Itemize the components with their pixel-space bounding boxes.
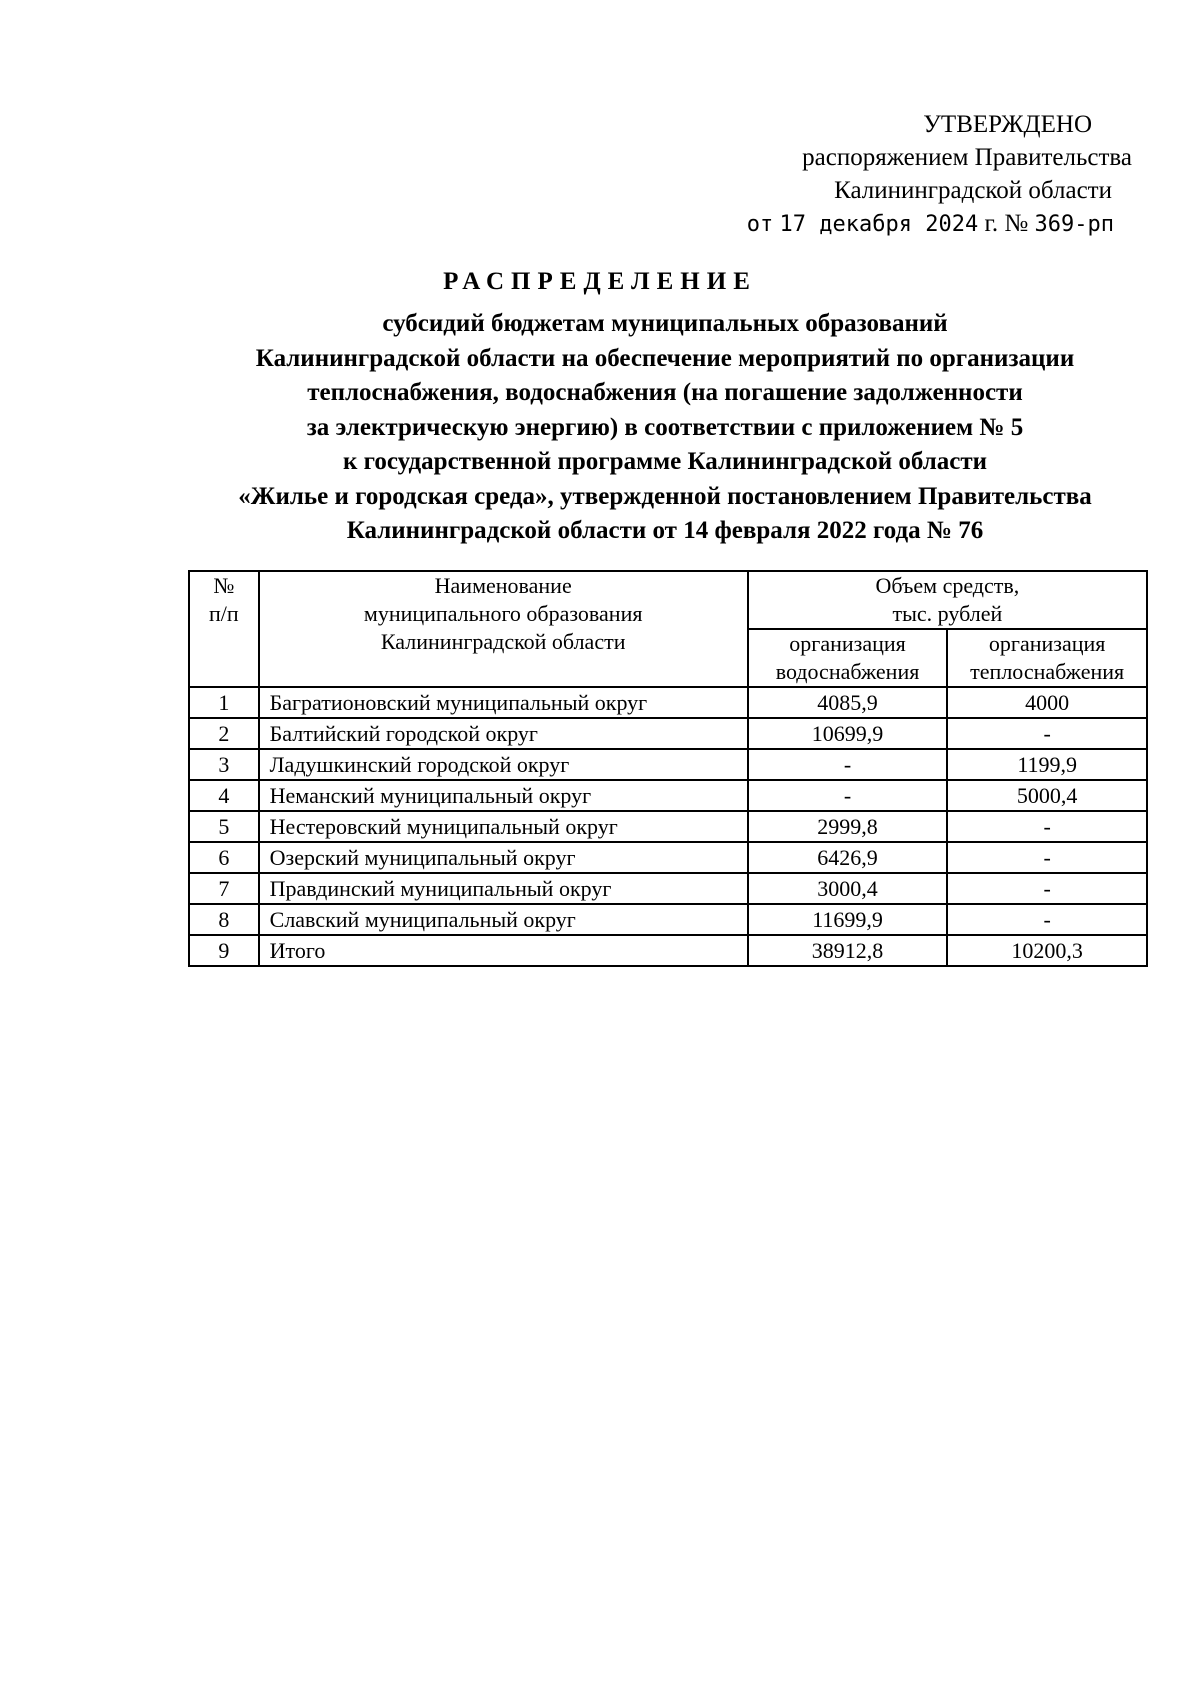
- table-row-total: [189, 935, 1147, 966]
- subtitle-line: субсидий бюджетам муниципальных образований: [382, 310, 948, 337]
- subtitle-line: теплоснабжения, водоснабжения (на погашение задолженности: [307, 379, 1023, 406]
- header-volume: Объем средств, тыс. рублей: [748, 571, 1147, 629]
- row-water-value: 10699,9: [748, 718, 948, 749]
- row-municipality: Балтийский городской округ: [259, 718, 748, 749]
- row-water-value: 6426,9: [748, 842, 948, 873]
- distribution-table: [188, 570, 1148, 967]
- table-row: [189, 873, 1147, 904]
- row-municipality: Нестеровский муниципальный округ: [259, 811, 748, 842]
- header-number: № п/п: [189, 571, 259, 687]
- approval-date-prefix: от: [746, 212, 774, 237]
- header-municipality: Наименование муниципального образования Калининградской области: [259, 571, 748, 687]
- header-water-supply: организация водоснабжения: [748, 629, 948, 687]
- row-number: 4: [189, 780, 259, 811]
- row-number: 8: [189, 904, 259, 935]
- approval-number-label: г. №: [984, 210, 1029, 237]
- row-municipality: Славский муниципальный округ: [259, 904, 748, 935]
- row-heat-value: 1199,9: [947, 749, 1147, 780]
- row-municipality: Правдинский муниципальный округ: [259, 873, 748, 904]
- row-heat-value: 5000,4: [947, 780, 1147, 811]
- subtitle-line: к государственной программе Калининградской области: [342, 448, 988, 475]
- subtitle-line: Калининградской области на обеспечение мероприятий по организации: [255, 344, 1075, 372]
- row-number: 3: [189, 749, 259, 780]
- subtitle-line: Калининградской области от 14 февраля 2022 года № 76: [346, 517, 984, 544]
- row-heat-value: -: [947, 904, 1147, 935]
- row-number: 6: [189, 842, 259, 873]
- table-row: [189, 718, 1147, 749]
- row-heat-value: 10200,3: [947, 935, 1147, 966]
- row-water-value: -: [748, 749, 948, 780]
- row-water-value: 38912,8: [748, 935, 948, 966]
- approval-heading: УТВЕРЖДЕНО: [923, 111, 1092, 138]
- approval-date-line: [712, 207, 1132, 241]
- table-row: [189, 904, 1147, 935]
- table-row: [189, 780, 1147, 811]
- row-water-value: 3000,4: [748, 873, 948, 904]
- row-municipality: Багратионовский муниципальный округ: [259, 687, 748, 718]
- approval-authority: распоряжением Правительства: [802, 144, 1132, 171]
- row-water-value: 4085,9: [748, 687, 948, 718]
- row-water-value: 2999,8: [748, 811, 948, 842]
- document-title: РАСПРЕДЕЛЕНИЕ: [443, 268, 757, 295]
- subtitle-line: за электрическую энергию) в соответствии с приложением № 5: [306, 413, 1024, 441]
- approval-block: [712, 108, 1132, 241]
- approval-number: 369-рп: [1034, 212, 1114, 237]
- table-row: [189, 687, 1147, 718]
- row-municipality: Озерский муниципальный округ: [259, 842, 748, 873]
- table-row: [189, 842, 1147, 873]
- row-water-value: 11699,9: [748, 904, 948, 935]
- approval-region: Калининградской области: [834, 177, 1112, 204]
- subtitle-line: «Жилье и городская среда», утвержденной постановлением Правительства: [238, 482, 1092, 510]
- approval-date: 17 декабря 2024: [779, 212, 979, 237]
- row-heat-value: -: [947, 718, 1147, 749]
- row-heat-value: -: [947, 811, 1147, 842]
- table-row: [189, 749, 1147, 780]
- table-row: [189, 811, 1147, 842]
- row-municipality: Неманский муниципальный округ: [259, 780, 748, 811]
- row-number: 2: [189, 718, 259, 749]
- header-heat-supply: организация теплоснабжения: [947, 629, 1147, 687]
- row-heat-value: -: [947, 873, 1147, 904]
- row-heat-value: 4000: [947, 687, 1147, 718]
- document-subtitle: [100, 307, 1200, 549]
- row-number: 7: [189, 873, 259, 904]
- row-water-value: -: [748, 780, 948, 811]
- row-heat-value: -: [947, 842, 1147, 873]
- row-number: 1: [189, 687, 259, 718]
- row-municipality: Ладушкинский городской округ: [259, 749, 748, 780]
- row-municipality: Итого: [259, 935, 748, 966]
- row-number: 5: [189, 811, 259, 842]
- row-number: 9: [189, 935, 259, 966]
